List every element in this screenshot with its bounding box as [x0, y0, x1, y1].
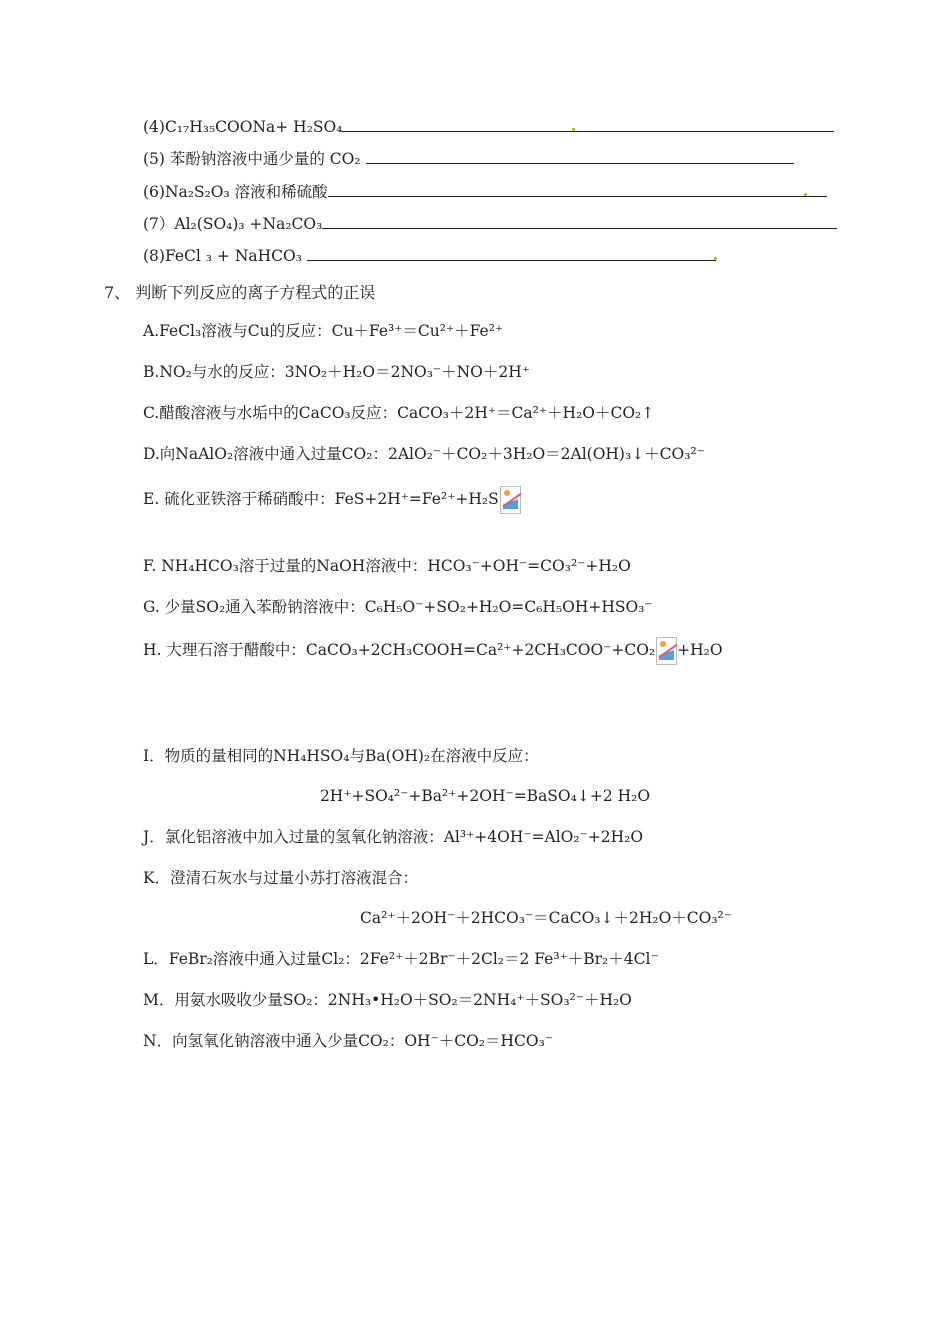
- q7-item-h: [143, 637, 723, 665]
- q7-item-b: B.NO₂与水的反应：3NO₂＋H₂O＝2NO₃⁻＋NO＋2H⁺: [143, 363, 530, 381]
- q6-item-8: [143, 245, 716, 267]
- broken-image-icon: [656, 637, 677, 665]
- q7-item-l: L．FeBr₂溶液中通入过量Cl₂：2Fe²⁺＋2Br⁻＋2Cl₂＝2 Fe³⁺＋Br₂＋4Cl⁻: [143, 950, 659, 968]
- q7-item-i-equation: 2H⁺+SO₄²⁻+Ba²⁺+2OH⁻=BaSO₄↓+2 H₂O: [319, 787, 651, 805]
- broken-image-icon: [500, 486, 521, 514]
- q6-item-6: [143, 181, 827, 203]
- answer-blank[interactable]: [307, 245, 716, 261]
- q7-item-h-tail: +H₂O: [677, 641, 723, 659]
- q7-item-n: N．向氢氧化钠溶液中通入少量CO₂：OH⁻＋CO₂＝HCO₃⁻: [143, 1032, 554, 1050]
- q6-item-5: [143, 148, 794, 170]
- q7-item-f: F. NH₄HCO₃溶于过量的NaOH溶液中：HCO₃⁻+OH⁻=CO₃²⁻+H₂O: [143, 557, 631, 575]
- q6-item-7: [143, 213, 837, 235]
- q7-item-h-text: H. 大理石溶于醋酸中：CaCO₃+2CH₃COOH=Ca²⁺+2CH₃COO⁻+CO₂: [143, 641, 656, 659]
- q7-item-k: K．澄清石灰水与过量小苏打溶液混合：: [143, 869, 419, 887]
- q7-item-j: J．氯化铝溶液中加入过量的氢氧化钠溶液：Al³⁺+4OH⁻=AlO₂⁻+2H₂O: [143, 828, 644, 846]
- q7-item-k-equation: Ca²⁺＋2OH⁻＋2HCO₃⁻＝CaCO₃↓＋2H₂O＋CO₃²⁻: [360, 909, 732, 927]
- q6-item-5-label: (5) 苯酚钠溶液中通少量的 CO₂: [143, 150, 361, 168]
- q7-item-g: G. 少量SO₂通入苯酚钠溶液中：C₆H₅O⁻+SO₂+H₂O=C₆H₅OH+HSO₃⁻: [143, 598, 653, 616]
- q7-item-e-text: E. 硫化亚铁溶于稀硝酸中：FeS+2H⁺=Fe²⁺+H₂S: [143, 490, 499, 508]
- q7-item-e: [143, 486, 521, 514]
- q7-item-m: M．用氨水吸收少量SO₂：2NH₃•H₂O＋SO₂＝2NH₄⁺＋SO₃²⁻＋H₂O: [143, 991, 632, 1009]
- q6-item-4-label: (4)C₁₇H₃₅COONa+ H₂SO₄: [143, 118, 343, 136]
- q7-item-d: D.向NaAlO₂溶液中通入过量CO₂：2AlO₂⁻＋CO₂＋3H₂O＝2Al(OH)₃↓＋CO₃²⁻: [143, 445, 705, 463]
- q7-item-a: A.FeCl₃溶液与Cu的反应：Cu＋Fe³⁺＝Cu²⁺＋Fe²⁺: [143, 322, 504, 340]
- answer-blank[interactable]: [322, 213, 837, 229]
- q7-title: 7、 判断下列反应的离子方程式的正误: [104, 283, 376, 302]
- q6-item-4: [143, 116, 834, 138]
- answer-blank[interactable]: [342, 116, 834, 132]
- q6-item-7-label: (7）Al₂(SO₄)₃ +Na₂CO₃: [143, 215, 323, 233]
- q6-item-8-label: (8)FeCl ₃ + NaHCO₃: [143, 247, 302, 265]
- q7-item-c: C.醋酸溶液与水垢中的CaCO₃反应：CaCO₃＋2H⁺＝Ca²⁺＋H₂O＋CO₂↑: [143, 404, 655, 422]
- answer-blank[interactable]: [328, 181, 827, 197]
- answer-blank[interactable]: [366, 148, 794, 164]
- q7-item-i: I．物质的量相同的NH₄HSO₄与Ba(OH)₂在溶液中反应：: [143, 747, 539, 765]
- q6-item-6-label: (6)Na₂S₂O₃ 溶液和稀硫酸: [143, 183, 328, 201]
